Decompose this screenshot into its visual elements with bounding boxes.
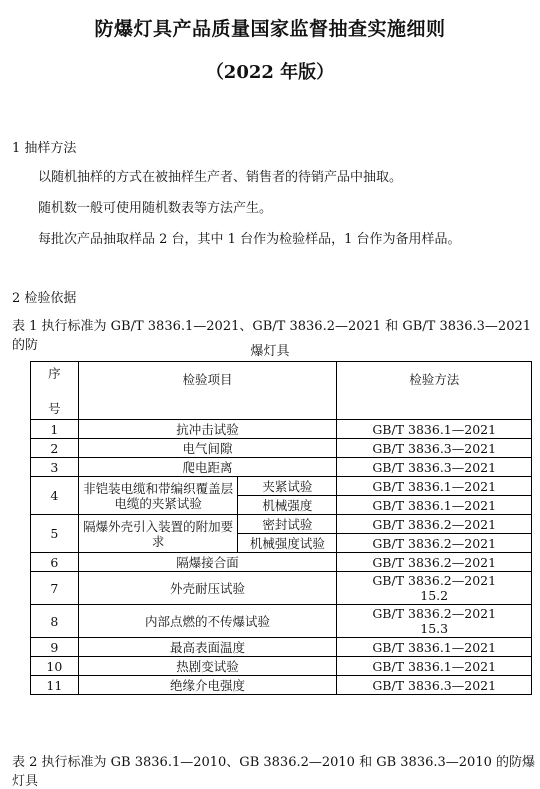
row-item: 隔爆接合面 — [78, 553, 337, 572]
document-subtitle: （2022 年版） — [205, 62, 335, 83]
row-method: GB/T 3836.1—2021 — [337, 638, 532, 657]
table-row — [31, 572, 532, 605]
section-1-heading: 1 抽样方法 — [12, 141, 77, 156]
inspection-table-1 — [30, 361, 532, 695]
table-row — [31, 439, 532, 458]
row-number: 7 — [31, 572, 79, 605]
section-2-heading: 2 检验依据 — [12, 291, 77, 306]
row-item: 内部点燃的不传爆试验 — [78, 605, 337, 638]
section-1-paragraph: 随机数一般可使用随机数表等方法产生。 — [38, 201, 273, 216]
row-method: GB/T 3836.1—2021 — [337, 477, 532, 496]
table-row — [31, 605, 532, 638]
row-item: 外壳耐压试验 — [78, 572, 337, 605]
row-number: 9 — [31, 638, 79, 657]
table-row — [31, 477, 532, 496]
row-sub-item: 机械强度试验 — [238, 534, 337, 553]
row-number: 4 — [31, 477, 79, 515]
table-row — [31, 657, 532, 676]
table-row — [31, 638, 532, 657]
row-sub-item: 机械强度 — [238, 496, 337, 515]
table-header-row — [31, 362, 532, 420]
row-number: 1 — [31, 420, 79, 439]
header-inspection-item: 检验项目 — [78, 362, 337, 420]
row-item: 电气间隙 — [78, 439, 337, 458]
row-method: GB/T 3836.2—2021 — [337, 515, 532, 534]
row-method: GB/T 3836.3—2021 — [337, 458, 532, 477]
row-sub-item: 夹紧试验 — [238, 477, 337, 496]
row-item: 隔爆外壳引入装置的附加要求 — [78, 515, 238, 553]
table-2-caption: 表 2 执行标准为 GB 3836.1—2010、GB 3836.2—2010 和 GB 3836.3—2010 的防爆灯具 — [12, 755, 535, 789]
row-item: 非铠装电缆和带编织覆盖层电缆的夹紧试验 — [78, 477, 238, 515]
row-method: GB/T 3836.3—2021 — [337, 439, 532, 458]
row-number: 5 — [31, 515, 79, 553]
table-1-caption: 表 1 执行标准为 GB/T 3836.1—2021、GB/T 3836.2—2021 和 GB/T 3836.3—2021 的防 — [12, 319, 532, 353]
section-1-paragraph: 以随机抽样的方式在被抽样生产者、销售者的待销产品中抽取。 — [38, 170, 403, 185]
header-inspection-method: 检验方法 — [337, 362, 532, 420]
row-item: 热剧变试验 — [78, 657, 337, 676]
section-1-paragraph: 每批次产品抽取样品 2 台，其中 1 台作为检验样品，1 台作为备用样品。 — [38, 232, 461, 247]
table-row — [31, 458, 532, 477]
document-title: 防爆灯具产品质量国家监督抽查实施细则 — [94, 18, 446, 40]
row-method: GB/T 3836.3—2021 — [337, 676, 532, 695]
row-method: GB/T 3836.2—2021 15.3 — [337, 605, 532, 638]
row-item: 抗冲击试验 — [78, 420, 337, 439]
table-row — [31, 553, 532, 572]
header-serial-number: 序 号 — [31, 362, 79, 420]
table-row — [31, 420, 532, 439]
row-item: 最高表面温度 — [78, 638, 337, 657]
table-1-caption-continued: 爆灯具 — [250, 344, 290, 359]
row-method: GB/T 3836.2—2021 — [337, 553, 532, 572]
row-method: GB/T 3836.1—2021 — [337, 496, 532, 515]
row-item: 爬电距离 — [78, 458, 337, 477]
row-number: 2 — [31, 439, 79, 458]
row-number: 6 — [31, 553, 79, 572]
row-number: 8 — [31, 605, 79, 638]
row-number: 11 — [31, 676, 79, 695]
row-method: GB/T 3836.2—2021 — [337, 534, 532, 553]
row-method: GB/T 3836.2—2021 15.2 — [337, 572, 532, 605]
row-item: 绝缘介电强度 — [78, 676, 337, 695]
table-row — [31, 515, 532, 534]
row-sub-item: 密封试验 — [238, 515, 337, 534]
row-method: GB/T 3836.1—2021 — [337, 657, 532, 676]
row-method: GB/T 3836.1—2021 — [337, 420, 532, 439]
row-number: 3 — [31, 458, 79, 477]
row-number: 10 — [31, 657, 79, 676]
table-row — [31, 676, 532, 695]
